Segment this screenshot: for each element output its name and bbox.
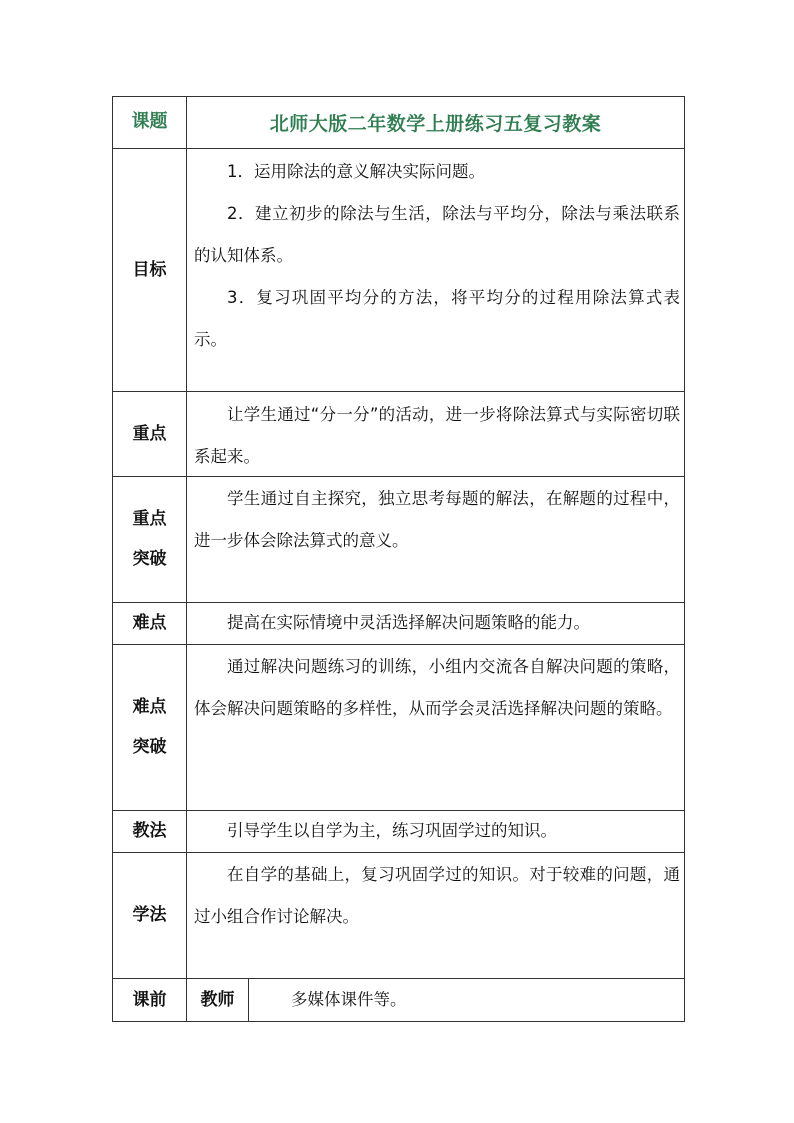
pre-class-content: 多媒体课件等。 [291,990,407,1009]
topic-label: 课题 [131,111,168,132]
difficulty-breakthrough-text: 通过解决问题练习的训练，小组内交流各自解决问题的策略，体会解决问题策略的多样性，从而学会灵活选择解决问题的策略。 [194,657,680,718]
row-divider [112,852,685,853]
difficulty-label: 难点 [132,613,167,633]
key-breakthrough-content [194,478,680,562]
column-divider [186,96,187,1022]
difficulty-content [194,602,680,644]
row-divider [112,148,685,149]
teaching-method-text: 引导学生以自学为主，练习巩固学过的知识。 [227,821,557,840]
key-point-content [194,394,680,478]
teacher-label: 教师 [200,989,235,1010]
teaching-method-content [194,810,680,852]
goal-item: 2．建立初步的除法与生活，除法与平均分，除法与乘法联系的认知体系。 [194,204,680,265]
goals-content [194,151,680,361]
learning-method-text: 在自学的基础上，复习巩固学过的知识。对于较难的问题，通过小组合作讨论解决。 [194,865,680,926]
goals-label: 目标 [132,259,167,280]
page-title: 北师大版二年数学上册练习五复习教案 [269,112,602,135]
key-breakthrough-label [113,476,186,602]
teaching-method-label: 教法 [132,821,167,841]
label-line: 突破 [132,737,167,757]
difficulty-breakthrough-content [194,646,680,730]
row-divider [112,391,685,392]
key-breakthrough-text: 学生通过自主探究，独立思考每题的解法，在解题的过程中，进一步体会除法算式的意义。 [194,489,680,550]
label-line: 重点 [132,509,167,529]
difficulty-text: 提高在实际情境中灵活选择解决问题策略的能力。 [227,613,590,632]
key-point-label: 重点 [132,423,167,444]
lesson-plan-table [112,96,685,1022]
goal-item: 3．复习巩固平均分的方法，将平均分的过程用除法算式表示。 [194,288,680,349]
key-point-text: 让学生通过“分一分”的活动，进一步将除法算式与实际密切联系起来。 [194,405,680,466]
table-border [112,1021,685,1022]
pre-class-label: 课前 [132,989,167,1010]
label-line: 突破 [132,549,167,569]
learning-method-label: 学法 [132,905,167,925]
goal-item: 1．运用除法的意义解决实际问题。 [227,162,485,181]
difficulty-breakthrough-label [113,644,186,810]
label-line: 难点 [132,697,167,717]
row-divider [112,644,685,645]
column-divider [248,978,249,1021]
learning-method-content [194,854,680,938]
table-border [684,96,685,1022]
